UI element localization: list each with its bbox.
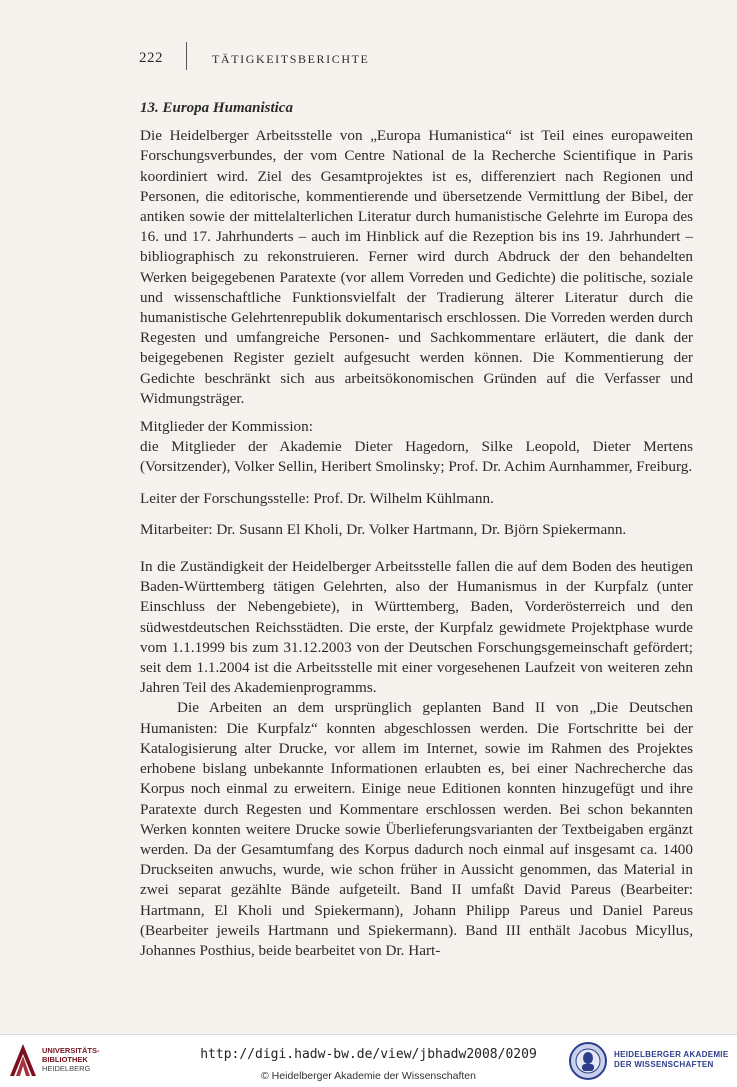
copyright-notice: © Heidelberger Akademie der Wissenschaften [261,1070,476,1082]
staff-list: Mitarbeiter: Dr. Susann El Kholi, Dr. Volker Hartmann, Dr. Björn Spiekermann. [140,520,627,538]
commission-label: Mitglieder der Kommission: [140,418,313,436]
academy-name: HEIDELBERGER AKADEMIE DER WISSENSCHAFTEN [614,1050,729,1069]
page-number: 222 [139,50,163,66]
section-heading: 13. Europa Humanistica [140,100,293,116]
progress-paragraph: Die Arbeiten an dem ursprünglich geplanten Band II von „Die Deutschen Humanisten: Die Kurpfalz“ konnten abgeschlossen werden. Die Fortschritte bei der Katalogisierung alter Drucke, vor allem im Internet, sowie im Rahmen des Projektes erhobene bislang unbekannte Informationen erlaubten es, bei einer Nachrecherche das Korpus noch einmal zu erweitern. Einige neue Editionen konnten hinzugefügt und ihre Paratexte durch Regesten und Kommentare erschlossen werden. Bei schon bekannten Werken konnten weitere Drucke sowie Überlieferungsvarianten der Textbeigaben ergänzt werden. Da der Gesamtumfang des Korpus dadurch noch einmal auf insgesamt ca. 1400 Druckseiten anwuchs, wurde, wie schon früher in Aussicht genommen, das Material in zwei separat gezählte Bände aufgeteilt. Band II umfaßt David Pareus (Bearbeiter: Hartmann, El Kholi und Spiekermann), Johann Philipp Pareus und Daniel Pareus (Bearbeiter jeweils Hartmann und Spiekermann). Band III enthält Jacobus Micyllus, Johannes Posthius, beide bearbeitet von Dr. Hart- [140,699,693,959]
page-body [140,98,693,961]
university-library-name: UNIVERSITÄTS- BIBLIOTHEK HEIDELBERG [42,1046,100,1073]
commission-members: die Mitglieder der Akademie Dieter Hagedorn, Silke Leopold, Dieter Mertens (Vorsitzender), Volker Sellin, Heribert Smolinsky; Prof. Dr. Achim Aurnhammer, Freiburg. [140,438,693,476]
running-title: TÄTIGKEITSBERICHTE [212,52,370,66]
document-url-link[interactable]: http://digi.hadw-bw.de/view/jbhadw2008/0209 [200,1047,537,1062]
responsibility-paragraph: In die Zuständigkeit der Heidelberger Arbeitsstelle fallen die auf dem Boden des heutigen Baden-Württemberg tätigen Gelehrten, also der Humanismus in der Kurpfalz (unter Einschluss der Nebengebiete), in Württemberg, Baden, Vorderösterreich und den südwestdeutschen Reichsstädten. Die erste, der Kurpfalz gewidmete Projektphase wurde vom 1.1.1999 bis zum 31.12.2003 von der Deutschen Forschungsgemeinschaft gefördert; seit dem 1.1.2004 ist die Arbeitsstelle mit einer vorgesehenen Laufzeit von weiteren zehn Jahren Teil des Akademienprogramms. [140,558,693,697]
intro-paragraph: Die Heidelberger Arbeitsstelle von „Europa Humanistica“ ist Teil eines europaweiten Forschungsverbundes, der vom Centre National de la Recherche Scientifique in Paris koordiniert wird. Ziel des Gesamtprojektes ist es, differenziert nach Regionen und Personen, die editorische, kommentierende und übersetzende Vermittlung der Bibel, der antiken sowie der mittelalterlichen Literatur durch humanistische Gelehrte im Europa des 16. und 17. Jahrhunderts – auch im Hinblick auf die Rezeption bis ins 19. Jahrhundert – bibliographisch zu rekonstruieren. Ferner wird durch Abdruck der den behandelten Werken beigegebenen Paratexte (vor allem Vorreden und Gedichte) die politische, soziale und wissenschaftliche Funktionsvielfalt der Tradierung älterer Literatur durch die humanistische Gelehrtenrepublik dokumentarisch erschlossen. Die Vorreden werden durch Regesten und umfangreiche Personen- und Sachkommentare erläutert, die dank der beigegebenen Register gezielt aufgesucht werden können. Die Kommentierung der Gedichte beschränkt sich aus arbeitsökonomischen Gründen auf die Verfasser und Widmungsträger. [140,127,693,407]
viewer-footer [0,1034,737,1087]
research-head: Leiter der Forschungsstelle: Prof. Dr. Wilhelm Kühlmann. [140,489,494,507]
academy-seal-icon[interactable] [568,1041,608,1081]
running-head [139,48,697,70]
header-divider [186,42,187,70]
